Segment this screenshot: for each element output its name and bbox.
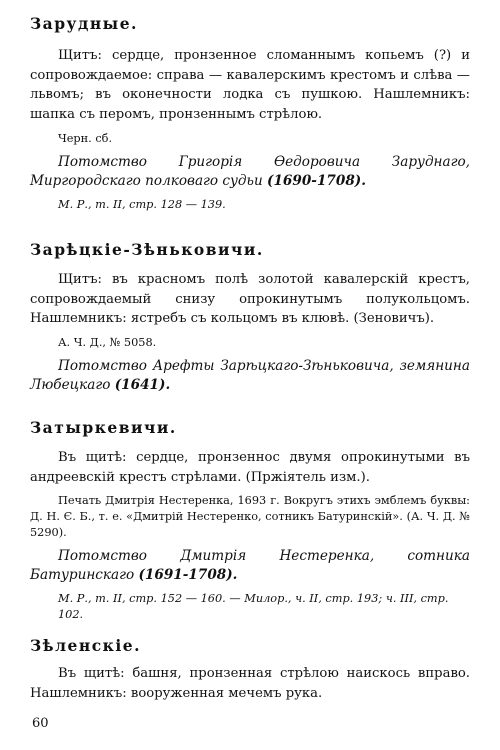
page-number: 60 xyxy=(32,716,49,731)
entry-source: Черн. сб. xyxy=(58,132,113,145)
entry-description: Въ щитѣ: башня, пронзенная стрѣлою наискось вправо. Нашлемникъ: вооруженная мечемъ рука. xyxy=(30,666,470,701)
entry-zelenskie xyxy=(30,636,470,703)
entry-heading: Зарѣцкіе-Зѣньковичи. xyxy=(30,240,264,259)
entry-zaretskie-zenkovichi xyxy=(30,240,470,395)
entry-heading: Зѣленскіе. xyxy=(30,636,141,655)
lineage-years: (1641). xyxy=(114,376,171,393)
entry-lineage xyxy=(30,153,470,191)
entry-description: Щитъ: въ красномъ полѣ золотой кавалерскій крестъ, сопровождаемый снизу опрокинутымъ полукольцомъ. Нашлемникъ: ястребъ съ кольцомъ въ клювѣ. (Зеновичъ). xyxy=(30,272,470,326)
entry-source: Печать Дмитрія Нестеренка, 1693 г. Вокругъ этихъ эмблемъ буквы: Д. Н. Є. Б., т. е. «Дмитрій Нестеренко, сотникъ Батуринскій». (А. Ч. Д. № 5290). xyxy=(30,494,470,539)
entry-heading: Зарудные. xyxy=(30,14,138,33)
entry-lineage xyxy=(30,357,470,395)
entry-references: М. Р., т. II, стр. 152 — 160. — Милор., ч. II, стр. 193; ч. III, стр. 102. xyxy=(58,592,449,621)
entry-lineage xyxy=(30,547,470,585)
lineage-years: (1691-1708). xyxy=(138,567,238,583)
lineage-text: Потомство Григорія Ѳедоровича Заруднаго, Миргородскаго полковаго судьи xyxy=(30,154,470,189)
entry-references: М. Р., т. II, стр. 128 — 139. xyxy=(58,198,226,211)
entry-zarudnye xyxy=(30,14,470,213)
entry-description: Въ щитѣ: сердце, пронзеннос двумя опрокинутыми въ андреевскій крестъ стрѣлами. (Пржіятель изм.). xyxy=(30,450,470,485)
entry-source: А. Ч. Д., № 5058. xyxy=(58,335,157,349)
entry-zatyrkevichi xyxy=(30,418,470,623)
lineage-text: Потомство Арефты Зарѣцкаго-Зѣньковича, земянина Любецкаго xyxy=(30,357,470,393)
lineage-text: Потомство Дмитрія Нестеренка, сотника Батуринскаго xyxy=(30,548,470,583)
entry-heading: Затыркевичи. xyxy=(30,418,177,437)
lineage-years: (1690-1708). xyxy=(267,173,366,189)
entry-description: Щитъ: сердце, пронзенное сломаннымъ копьемъ (?) и сопровождаемое: справа — кавалерскимъ крестомъ и слѣва — львомъ; въ оконечности лодка съ пушкою. Нашлемникъ: шапка съ перомъ, пронзеннымъ стрѣлою. xyxy=(30,48,470,122)
